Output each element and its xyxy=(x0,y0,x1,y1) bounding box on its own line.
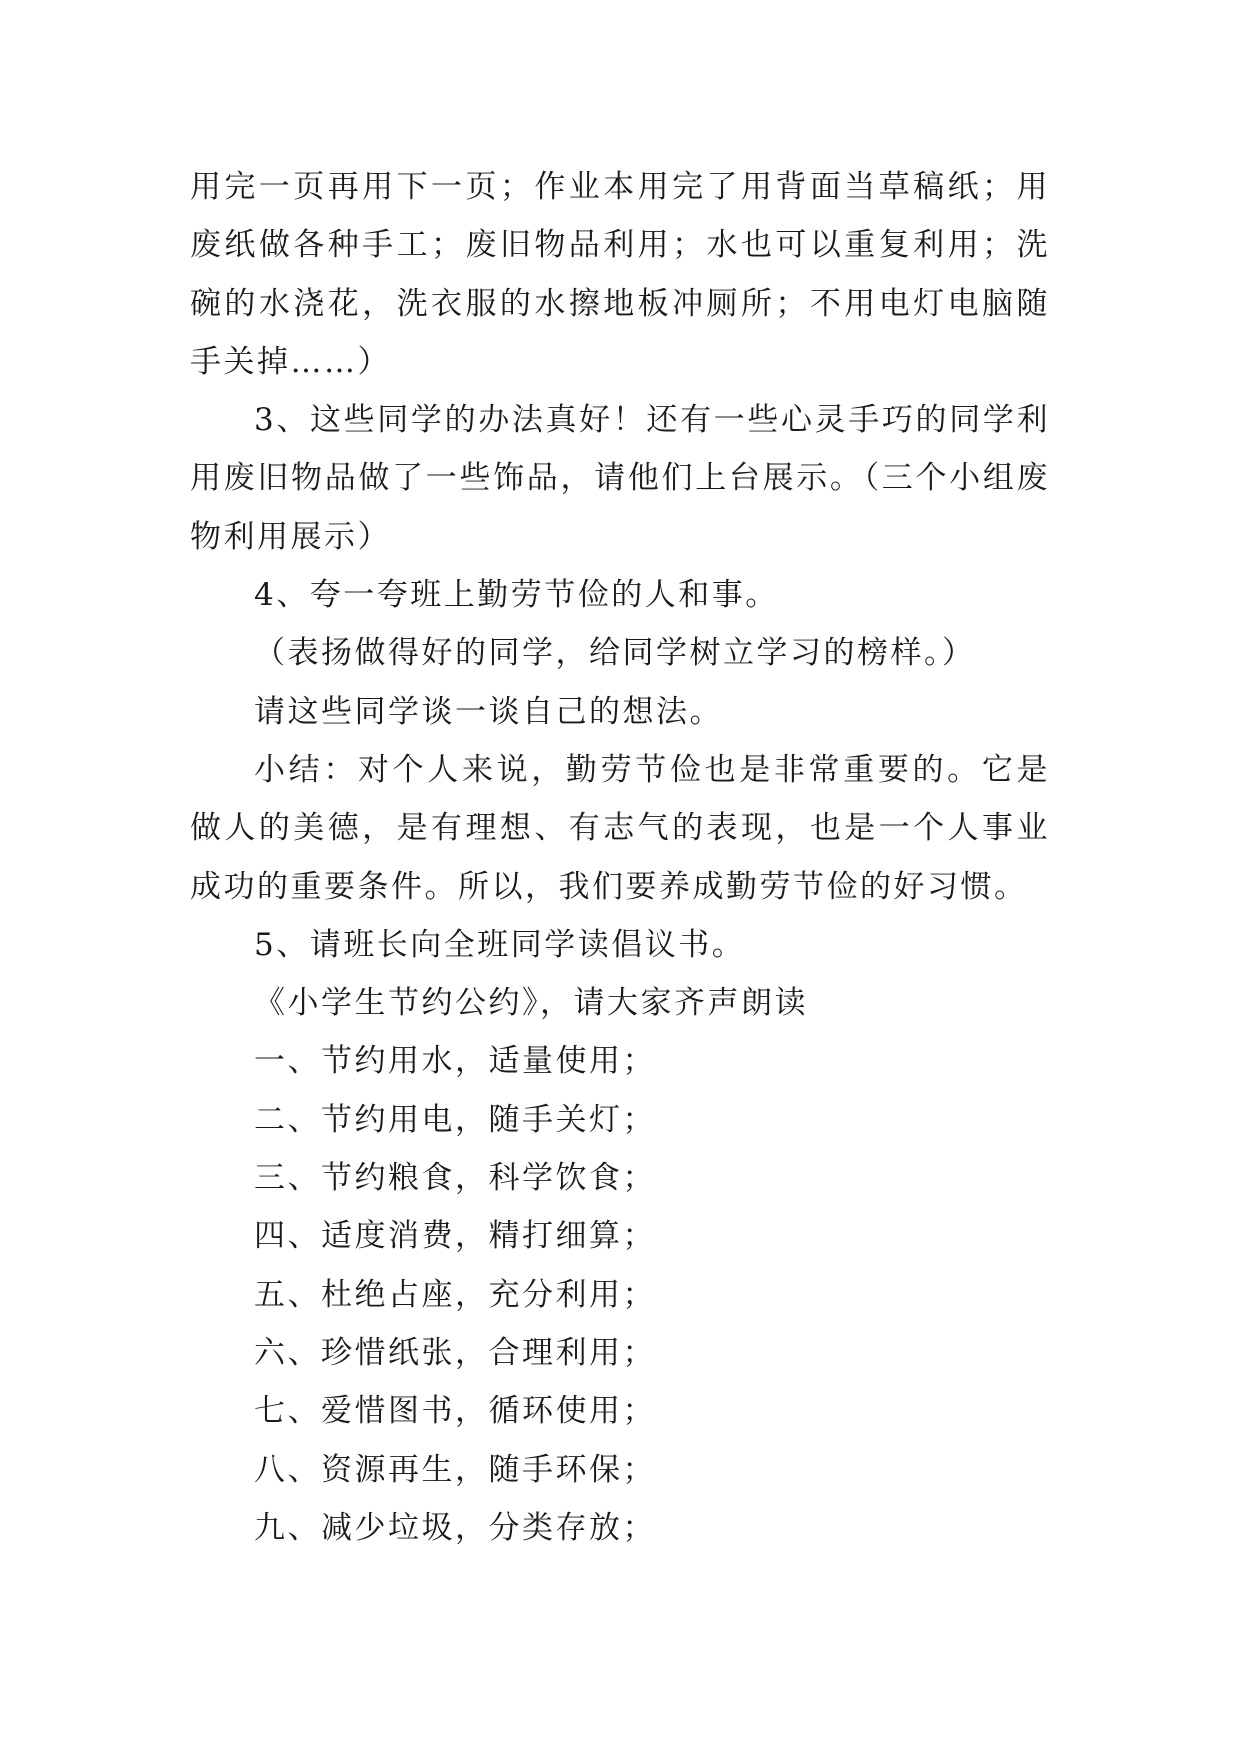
convention-item: 四、适度消费，精打细算； xyxy=(254,1218,656,1255)
convention-item: 二、节约用电，随手关灯； xyxy=(254,1101,656,1138)
paragraph-summary: 小结：对个人来说，勤劳节俭也是非常重要的。它是做人的美德，是有理想、有志气的表现，也是一个人事业成功的重要条件。所以，我们要养成勤劳节俭的好习惯。 xyxy=(190,751,1050,905)
paragraph-continued-tips: 用完一页再用下一页；作业本用完了用背面当草稿纸；用废纸做各种手工；废旧物品利用；水也可以重复利用；洗碗的水浇花，洗衣服的水擦地板冲厕所；不用电灯电脑随手关掉……） xyxy=(190,169,1050,380)
convention-item: 七、爱惜图书，循环使用； xyxy=(254,1393,656,1430)
paragraph-step-5: 5、请班长向全班同学读倡议书。 xyxy=(254,926,746,963)
document-body xyxy=(190,158,1050,1557)
paragraph-convention-title: 《小学生节约公约》，请大家齐声朗读 xyxy=(254,985,808,1022)
paragraph-step-3: 3、这些同学的办法真好！还有一些心灵手巧的同学利用废旧物品做了一些饰品，请他们上台展示。（三个小组废物利用展示） xyxy=(190,402,1050,555)
paragraph-praise-note: （表扬做得好的同学，给同学树立学习的榜样。） xyxy=(254,635,976,672)
convention-item: 一、节约用水，适量使用； xyxy=(254,1043,656,1080)
paragraph-step-4: 4、夸一夸班上勤劳节俭的人和事。 xyxy=(254,577,779,614)
convention-item: 五、杜绝占座，充分利用； xyxy=(254,1276,656,1313)
convention-item: 六、珍惜纸张，合理利用； xyxy=(254,1334,656,1371)
convention-item: 三、节约粮食，科学饮食； xyxy=(254,1160,656,1197)
convention-item: 九、减少垃圾，分类存放； xyxy=(254,1509,656,1546)
paragraph-talk: 请这些同学谈一谈自己的想法。 xyxy=(254,693,723,730)
convention-item: 八、资源再生，随手环保； xyxy=(254,1451,656,1488)
